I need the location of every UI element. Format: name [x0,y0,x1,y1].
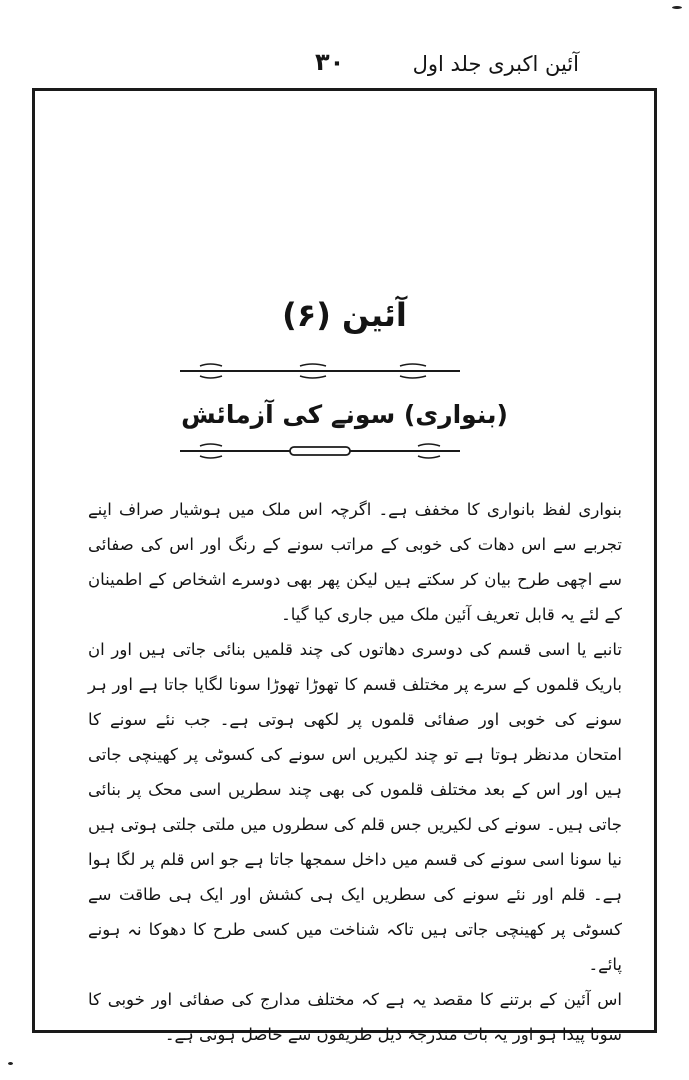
page-number: ۳۰ [315,48,345,76]
page-header-title: آئین اکبری جلد اول [412,52,579,76]
ornament-rule-top [180,360,460,382]
paragraph-3: اس آئین کے برتنے کا مقصد یہ ہے کہ مختلف مدارج کی صفائی اور خوبی کا سونا پیدا ہو اور یہ بات مندرجۂ ذیل طریقوں سے حاصل ہوتی ہے۔ [88,990,622,1044]
section-subtitle: (بنواری) سونے کی آزمائش [181,400,508,429]
ornament-rule-bottom [180,440,460,462]
paragraph-1: بنواری لفظ بانواری کا مخفف ہے۔ اگرچہ اس ملک میں ہوشیار صراف اپنے تجربے سے اس دھات کی خوبی کے مراتب سونے کے رنگ اور اس کی صفائی سے اچھی طرح بیان کر سکتے ہیں لیکن پھر بھی دوسرے اشخاص کے اطمینان کے لئے یہ قابل تعریف آئین ملک میں جاری کیا گیا۔ [88,500,622,624]
chapter-heading: آئین (۶) [282,296,407,334]
ink-speck [8,1062,13,1065]
ink-speck [672,6,682,9]
paragraph-2: تانبے یا اسی قسم کی دوسری دھاتوں کی چند قلمیں بنائی جاتی ہیں اور ان باریک قلموں کے سرے پر مختلف قسم کا تھوڑا تھوڑا سونا لگایا جاتا ہے اور ہر سونے کی خوبی اور صفائی قلموں پر لکھی ہوتی ہے۔ جب نئے سونے کا امتحان مدنظر ہوتا ہے تو چند لکیریں اس سونے کی کسوٹی پر کھینچی جاتی ہیں اور اس کے بعد مختلف قلموں کی بھی چند سطریں اسی محک پر بنائی جاتی ہیں۔ سونے کی لکیریں جس قلم کی سطروں میں ملتی جلتی ہوتی ہیں نیا سونا اسی سونے کی قسم میں داخل سمجھا جاتا ہے جو اس قلم پر لگا ہوا ہے۔ قلم اور نئے سونے کی سطریں ایک ہی کشش اور ایک ہی طاقت سے کسوٹی پر کھینچی جاتی ہیں تاکہ شناخت میں کسی طرح کا دھوکا نہ ہونے پائے۔ [88,640,622,974]
body-text [88,492,622,1052]
